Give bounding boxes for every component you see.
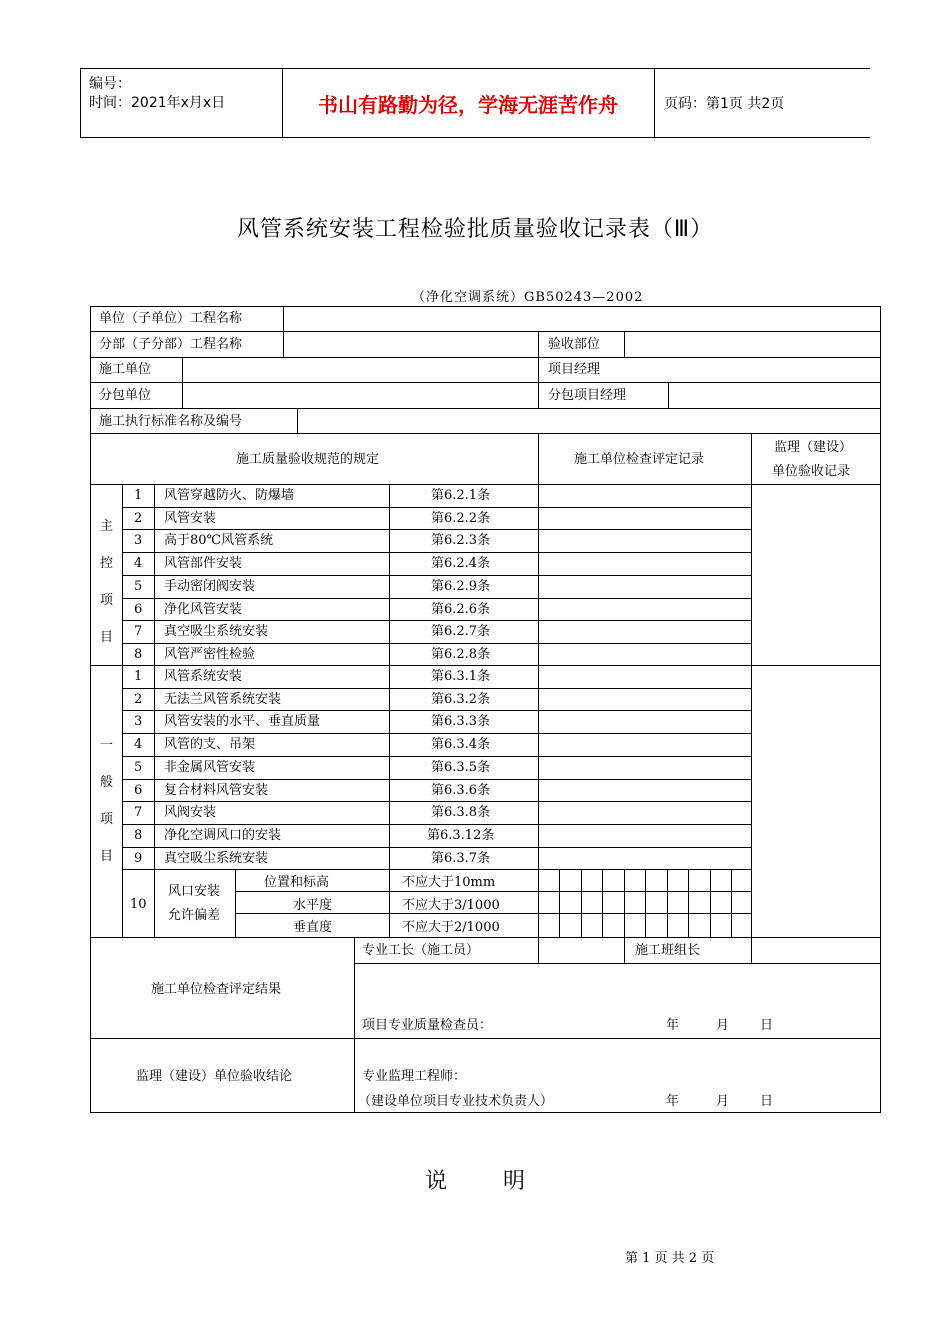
result-month: 月 <box>716 1018 730 1033</box>
general-item-clause: 第6.3.2条 <box>431 692 491 707</box>
owner-technical-lead-label: （建设单位项目专业技术负责人） <box>358 1094 554 1109</box>
table-rule <box>731 869 732 938</box>
table-rule <box>90 1038 881 1039</box>
spec-header: 施工质量验收规范的规定 <box>236 452 380 467</box>
group-char: 般 <box>100 775 114 790</box>
contractor-record-header: 施工单位检查评定记录 <box>574 452 705 467</box>
item10-name-line1: 风口安装 <box>168 884 221 899</box>
general-item-clause: 第6.3.1条 <box>431 669 491 684</box>
table-rule <box>90 408 881 409</box>
table-rule <box>122 869 752 870</box>
table-rule <box>667 869 668 938</box>
table-rule <box>354 937 355 1113</box>
general-item-clause: 第6.3.7条 <box>431 851 491 866</box>
project-manager-label: 项目经理 <box>548 362 601 377</box>
unit-name-label: 单位（子单位）工程名称 <box>99 311 243 326</box>
table-rule <box>122 824 752 825</box>
conclusion-day: 日 <box>760 1094 774 1109</box>
table-rule <box>122 598 752 599</box>
main-item-name: 手动密闭阀安装 <box>164 579 256 594</box>
standard-label: 施工执行标准名称及编号 <box>99 414 243 429</box>
table-rule <box>122 847 752 848</box>
table-rule <box>90 484 881 485</box>
table-rule <box>581 869 582 938</box>
table-rule <box>283 306 284 358</box>
item10-name-line2: 允许偏差 <box>168 908 221 923</box>
explanation-char: 明 <box>503 1169 526 1194</box>
group-char: 目 <box>100 849 114 864</box>
main-item-name: 真空吸尘系统安装 <box>164 624 269 639</box>
group-char: 项 <box>100 593 114 608</box>
table-rule <box>624 331 625 358</box>
general-group-label <box>100 727 113 875</box>
table-rule <box>538 937 539 964</box>
general-item-clause: 第6.3.6条 <box>431 783 491 798</box>
table-rule <box>90 306 881 307</box>
general-item-name: 复合材料风管安装 <box>164 783 269 798</box>
item10-sub-name: 位置和标高 <box>264 875 330 890</box>
main-item-clause: 第6.2.9条 <box>431 579 491 594</box>
table-rule <box>710 869 711 938</box>
explanation-heading <box>0 1164 950 1195</box>
item10-sub-limit: 不应大于10mm <box>402 875 496 890</box>
table-rule <box>235 869 236 938</box>
table-rule <box>122 620 752 621</box>
contractor-result-label: 施工单位检查评定结果 <box>151 982 282 997</box>
table-rule <box>668 382 669 409</box>
contractor-label: 施工单位 <box>99 362 152 377</box>
header-motto: 书山有路勤为径，学海无涯苦作舟 <box>282 69 655 137</box>
table-rule <box>122 688 752 689</box>
table-rule <box>880 306 881 1113</box>
table-rule <box>122 756 752 757</box>
supervision-conclusion-label: 监理（建设）单位验收结论 <box>136 1069 293 1084</box>
main-item-clause: 第6.2.7条 <box>431 624 491 639</box>
main-item-name: 风管穿越防火、防爆墙 <box>164 488 295 503</box>
main-item-clause: 第6.2.2条 <box>431 511 491 526</box>
table-rule <box>297 408 298 434</box>
table-rule <box>122 801 752 802</box>
table-rule <box>624 937 625 964</box>
supervising-engineer-label: 专业监理工程师： <box>362 1069 467 1084</box>
main-item-name: 风管安装 <box>164 511 217 526</box>
general-item-number: 9 <box>134 851 143 866</box>
table-rule <box>751 433 752 938</box>
table-rule <box>122 710 752 711</box>
table-rule <box>122 733 752 734</box>
group-char: 控 <box>100 556 114 571</box>
main-item-number: 7 <box>134 624 143 639</box>
general-item-name: 风管的支、吊架 <box>164 737 256 752</box>
conclusion-month: 月 <box>716 1094 730 1109</box>
supervision-header-line2: 单位验收记录 <box>772 464 851 479</box>
general-item-name: 非金属风管安装 <box>164 760 256 775</box>
conclusion-year: 年 <box>666 1094 680 1109</box>
item10-sub-limit: 不应大于2/1000 <box>402 920 500 935</box>
table-rule <box>182 357 183 409</box>
general-item-number: 3 <box>134 714 143 729</box>
item10-sub-name: 垂直度 <box>293 920 333 935</box>
table-rule <box>154 869 155 938</box>
result-day: 日 <box>760 1018 774 1033</box>
group-char: 主 <box>100 519 114 534</box>
group-char: 项 <box>100 812 114 827</box>
inspection-form-table <box>90 306 880 1113</box>
item10-sub-limit: 不应大于3/1000 <box>402 898 500 913</box>
table-rule <box>122 779 752 780</box>
main-item-number: 2 <box>134 511 143 526</box>
header-meta-cell <box>80 69 283 137</box>
table-rule <box>122 552 752 553</box>
main-item-number: 1 <box>134 488 143 503</box>
general-item-name: 风管安装的水平、垂直质量 <box>164 714 321 729</box>
table-rule <box>122 507 752 508</box>
sub-name-label: 分部（子分部）工程名称 <box>99 337 243 352</box>
table-rule <box>559 869 560 938</box>
table-rule <box>90 357 881 358</box>
main-item-clause: 第6.2.3条 <box>431 533 491 548</box>
table-rule <box>90 1112 881 1113</box>
general-item-name: 风阀安装 <box>164 805 217 820</box>
main-item-name: 净化风管安装 <box>164 602 243 617</box>
main-item-name: 高于80℃风管系统 <box>164 533 274 548</box>
document-header <box>80 68 870 138</box>
main-control-group-label <box>100 508 113 656</box>
table-rule <box>90 331 881 332</box>
general-item-number: 1 <box>134 669 143 684</box>
table-rule <box>154 484 155 870</box>
group-char: 一 <box>100 738 114 753</box>
main-item-number: 6 <box>134 602 143 617</box>
table-rule <box>389 484 390 938</box>
table-rule <box>538 331 539 409</box>
table-rule <box>90 665 881 666</box>
main-item-name: 风管部件安装 <box>164 556 243 571</box>
main-item-clause: 第6.2.6条 <box>431 602 491 617</box>
table-rule <box>538 433 539 938</box>
quality-inspector-label: 项目专业质量检查员： <box>362 1018 493 1033</box>
page-footer: 第 1 页 共 2 页 <box>625 1251 715 1266</box>
table-rule <box>751 937 752 964</box>
acceptance-part-label: 验收部位 <box>548 337 601 352</box>
item10-number: 10 <box>130 897 147 912</box>
general-item-clause: 第6.3.12条 <box>427 828 495 843</box>
item10-sub-name: 水平度 <box>293 898 333 913</box>
general-item-number: 5 <box>134 760 143 775</box>
main-item-number: 5 <box>134 579 143 594</box>
sub-project-manager-label: 分包项目经理 <box>548 388 627 403</box>
table-rule <box>122 529 752 530</box>
subcontractor-label: 分包单位 <box>99 388 152 403</box>
table-rule <box>602 869 603 938</box>
header-page-label: 页码：第1页 共2页 <box>664 96 785 112</box>
general-item-number: 2 <box>134 692 143 707</box>
table-rule <box>90 306 91 1113</box>
group-char: 目 <box>100 630 114 645</box>
general-item-name: 风管系统安装 <box>164 669 243 684</box>
table-rule <box>122 484 123 938</box>
general-item-name: 无法兰风管系统安装 <box>164 692 282 707</box>
general-item-number: 7 <box>134 805 143 820</box>
general-item-number: 8 <box>134 828 143 843</box>
table-rule <box>90 433 881 434</box>
table-rule <box>688 869 689 938</box>
general-item-name: 净化空调风口的安装 <box>164 828 282 843</box>
main-item-name: 风管严密性检验 <box>164 647 256 662</box>
main-item-number: 8 <box>134 647 143 662</box>
table-rule <box>235 913 752 914</box>
general-item-clause: 第6.3.3条 <box>431 714 491 729</box>
page-title: 风管系统安装工程检验批质量验收记录表（Ⅲ） <box>236 217 714 242</box>
main-item-clause: 第6.2.1条 <box>431 488 491 503</box>
date-label: 时间：2021年x月x日 <box>89 95 226 111</box>
main-item-number: 4 <box>134 556 143 571</box>
table-rule <box>235 891 752 892</box>
page-subtitle: （净化空调系统）GB50243—2002 <box>412 290 644 305</box>
general-item-clause: 第6.3.4条 <box>431 737 491 752</box>
main-item-number: 3 <box>134 533 143 548</box>
table-rule <box>122 643 752 644</box>
general-item-name: 真空吸尘系统安装 <box>164 851 269 866</box>
table-rule <box>354 963 881 964</box>
general-item-number: 4 <box>134 737 143 752</box>
foreman-label: 专业工长（施工员） <box>362 943 480 958</box>
table-rule <box>90 382 881 383</box>
general-item-clause: 第6.3.8条 <box>431 805 491 820</box>
main-item-clause: 第6.2.4条 <box>431 556 491 571</box>
general-item-number: 6 <box>134 783 143 798</box>
supervision-header-line1: 监理（建设） <box>774 440 853 455</box>
table-rule <box>645 869 646 938</box>
table-rule <box>624 869 625 938</box>
team-leader-label: 施工班组长 <box>635 943 701 958</box>
table-rule <box>90 937 881 938</box>
table-rule <box>122 575 752 576</box>
result-year: 年 <box>666 1018 680 1033</box>
main-item-clause: 第6.2.8条 <box>431 647 491 662</box>
explanation-char: 说 <box>424 1169 447 1194</box>
number-label: 编号： <box>89 76 131 92</box>
general-item-clause: 第6.3.5条 <box>431 760 491 775</box>
